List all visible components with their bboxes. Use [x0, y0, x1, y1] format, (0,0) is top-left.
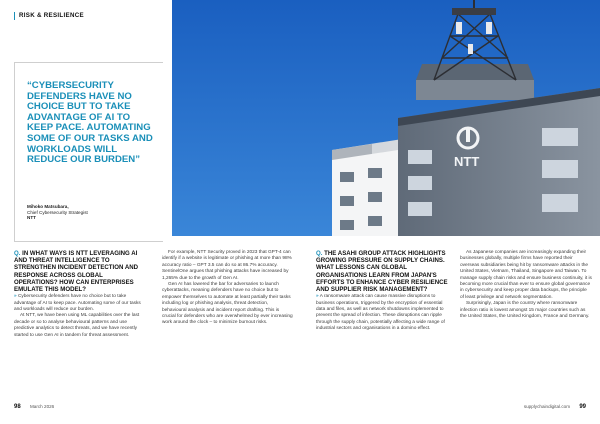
body-paragraph: Surprisingly, Japan is the country where ransomware infection ratio is lowest amongst 15 major countries such as the United States, the United Kingdom, France and Germany. — [460, 301, 590, 320]
answer-marker: » — [14, 294, 17, 300]
left-page-number: 98 — [14, 404, 21, 410]
question-label: Q. — [316, 250, 323, 257]
question-2 — [316, 250, 448, 293]
footer-right — [524, 404, 586, 410]
quote-attribution — [27, 204, 157, 221]
body-paragraph: At NTT, we have been using ML capabilities over the last decade or so to analyse behavioural patterns and use predictive analytics to detect threats, and we have recently started to use Gen AI in tandem for threat assessment. — [14, 313, 140, 338]
attribution-role: Chief Cybersecurity Strategist — [27, 209, 88, 215]
answer-text: Cybersecurity defenders have no choice but to take advantage of AI to keep pace. Automating some of our tasks and workloads will reduce our burden. — [14, 294, 141, 313]
section-tag: RISK & RESILIENCE — [14, 12, 84, 20]
question-label: Q. — [14, 250, 21, 257]
site-url[interactable]: supplychaindigital.com — [523, 404, 571, 409]
answer-marker: » — [316, 294, 319, 300]
article-column-3 — [316, 250, 448, 333]
body-paragraph: Gen AI has lowered the bar for adversaries to launch cyberattacks, meaning defenders have no choice but to empower themselves to automate at least partially their tasks including log or phishing analysis, threat detection, behavioural analysis and incident report drafting. This is crucial for defenders who are overwhelmed by ever increasing work around the clock – to minimize burnout risks. — [162, 282, 293, 326]
answer-paragraph — [316, 294, 448, 332]
question-text: THE ASAHI GROUP ATTACK HIGHLIGHTS GROWING PRESSURE ON SUPPLY CHAINS. WHAT LESSONS CAN GLOBAL ORGANISATIONS LEARN FROM JAPAN'S EFFORTS TO ENHANCE CYBER RESILIENCE AND SUPPLIER RISK MANAGEMENT? — [316, 250, 448, 294]
ntt-sign: NTT — [454, 154, 480, 169]
pull-quote-text: “CYBERSECURITY DEFENDERS HAVE NO CHOICE BUT TO TAKE ADVANTAGE OF AI TO KEEP PACE. AUTOMATING SOME OF OUR TASKS AND WORKLOADS WILL REDUCE OUR BURDEN” — [27, 80, 153, 166]
issue-date: March 2026 — [29, 404, 55, 409]
article-column-4 — [460, 250, 592, 320]
question-1 — [14, 250, 146, 293]
body-paragraph: For example, NTT Security proved in 2023 that GPT-4 can identify if a website is legitimate or phishing at more than 98% accuracy ratio – GPT 3.5 can do so at 86.7% accuracy. SentinelOne argues that phishing attacks have increased by 1,265% due to the growth of Gen AI. — [162, 250, 292, 281]
footer-left — [14, 404, 54, 410]
answer-paragraph — [14, 294, 146, 313]
right-page-number: 99 — [579, 404, 586, 410]
article-column-2 — [162, 250, 294, 327]
body-paragraph: As Japanese companies are increasingly expanding their businesses globally, multiple firms have reported their overseas subsidiaries being hit by ransomware attacks in the United States, Vietnam, Thailand, Singapore and Taiwan. To manage supply chain risks and ensure business continuity, it is becoming more crucial than ever to ensure global governance in cybersecurity and keep proper data backups, the principle of least privilege and network segmentation. — [460, 250, 592, 300]
answer-text: A ransomware attack can cause massive disruptions to business operations, triggered by the encryption of essential data and files, as well as network shutdowns implemented to prevent the spread of infection. These disruptions can ripple through the supply chain, potentially affecting a wide range of industrial sectors and organisations in a domino effect. — [316, 294, 445, 332]
ntt-building-photo — [172, 0, 600, 236]
article-column-1 — [14, 250, 146, 339]
attribution-org: NTT — [27, 215, 36, 221]
question-text: IN WHAT WAYS IS NTT LEVERAGING AI AND THREAT INTELLIGENCE TO STRENGTHEN INCIDENT DETECTION AND RESPONSE ACROSS GLOBAL OPERATIONS? HOW CAN ENTERPRISES EMULATE THIS MODEL? — [14, 250, 139, 294]
attribution-name: Mihoko Matsubara, — [27, 204, 69, 209]
